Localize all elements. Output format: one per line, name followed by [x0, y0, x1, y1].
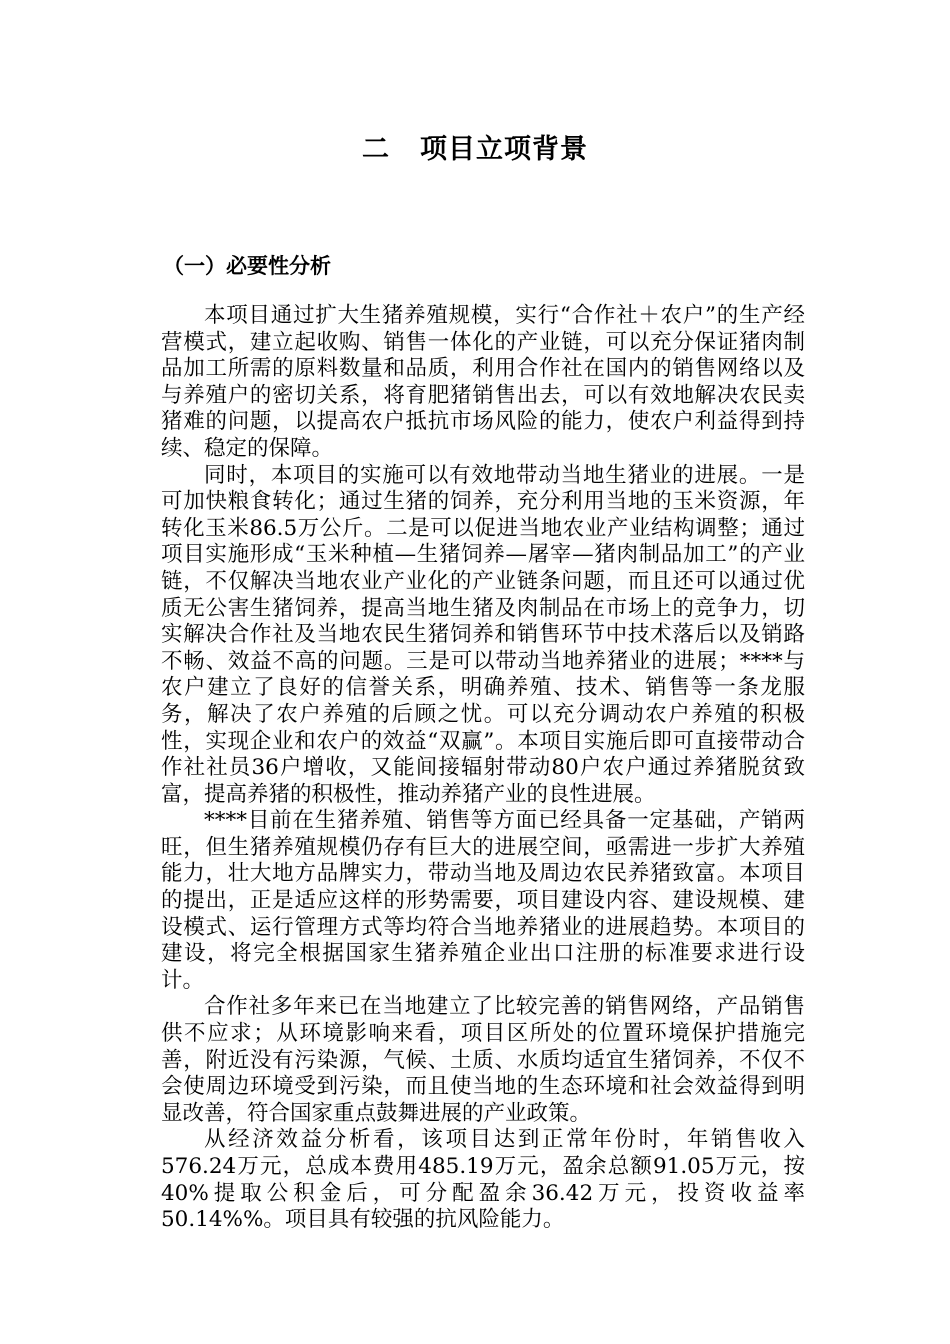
chapter-heading — [0, 128, 950, 172]
chapter-title: 项目立项背景 — [420, 134, 588, 165]
chapter-number: 二 — [362, 134, 390, 165]
paragraph: 本项目通过扩大生猪养殖规模，实行“合作社＋农户”的生产经营模式，建立起收购、销售一体化的产业链，可以充分保证猪肉制品加工所需的原料数量和品质，利用合作社在国内的销售网络以及与养殖户的密切关系，将育肥猪销售出去，可以有效地解决农民卖猪难的问题，以提高农户抵抗市场风险的能力，使农户利益得到持续、稳定的保障。 — [161, 303, 805, 461]
section-heading: （一）必要性分析 — [163, 254, 331, 278]
paragraph: 合作社多年来已在当地建立了比较完善的销售网络，产品销售供不应求；从环境影响来看，项目区所处的位置环境保护措施完善，附近没有污染源，气候、土质、水质均适宜生猪饲养，不仅不会使周边环境受到污染，而且使当地的生态环境和社会效益得到明显改善，符合国家重点鼓舞进展的产业政策。 — [161, 994, 805, 1126]
body-text — [161, 303, 805, 1234]
paragraph: ****目前在生猪养殖、销售等方面已经具备一定基础，产销两旺，但生猪养殖规模仍存有巨大的进展空间，亟需进一步扩大养殖能力，壮大地方品牌实力，带动当地及周边农民养猪致富。本项目的提出，正是适应这样的形势需要，项目建设内容、建设规模、建设模式、运行管理方式等均符合当地养猪业的进展趋势。本项目的建设，将完全根据国家生猪养殖企业出口注册的标准要求进行设计。 — [161, 808, 805, 993]
paragraph: 从经济效益分析看，该项目达到正常年份时，年销售收入576.24万元，总成本费用485.19万元，盈余总额91.05万元，按40%提取公积金后，可分配盈余36.42万元，投资收益率50.14%%。项目具有较强的抗风险能力。 — [161, 1127, 805, 1233]
paragraph: 同时，本项目的实施可以有效地带动当地生猪业的进展。一是可加快粮食转化；通过生猪的饲养，充分利用当地的玉米资源，年转化玉米86.5万公斤。二是可以促进当地农业产业结构调整；通过项目实施形成“玉米种植—生猪饲养—屠宰—猪肉制品加工”的产业链，不仅解决当地农业产业化的产业链条问题，而且还可以通过优质无公害生猪饲养，提高当地生猪及肉制品在市场上的竞争力，切实解决合作社及当地农民生猪饲养和销售环节中技术落后以及销路不畅、效益不高的问题。三是可以带动当地养猪业的进展；****与农户建立了良好的信誉关系，明确养殖、技术、销售等一条龙服务，解决了农户养殖的后顾之忧。可以充分调动农户养殖的积极性，实现企业和农户的效益“双赢”。本项目实施后即可直接带动合作社社员36户增收，又能间接辐射带动80户农户通过养猪脱贫致富，提高养猪的积极性，推动养猪产业的良性进展。 — [161, 462, 805, 807]
